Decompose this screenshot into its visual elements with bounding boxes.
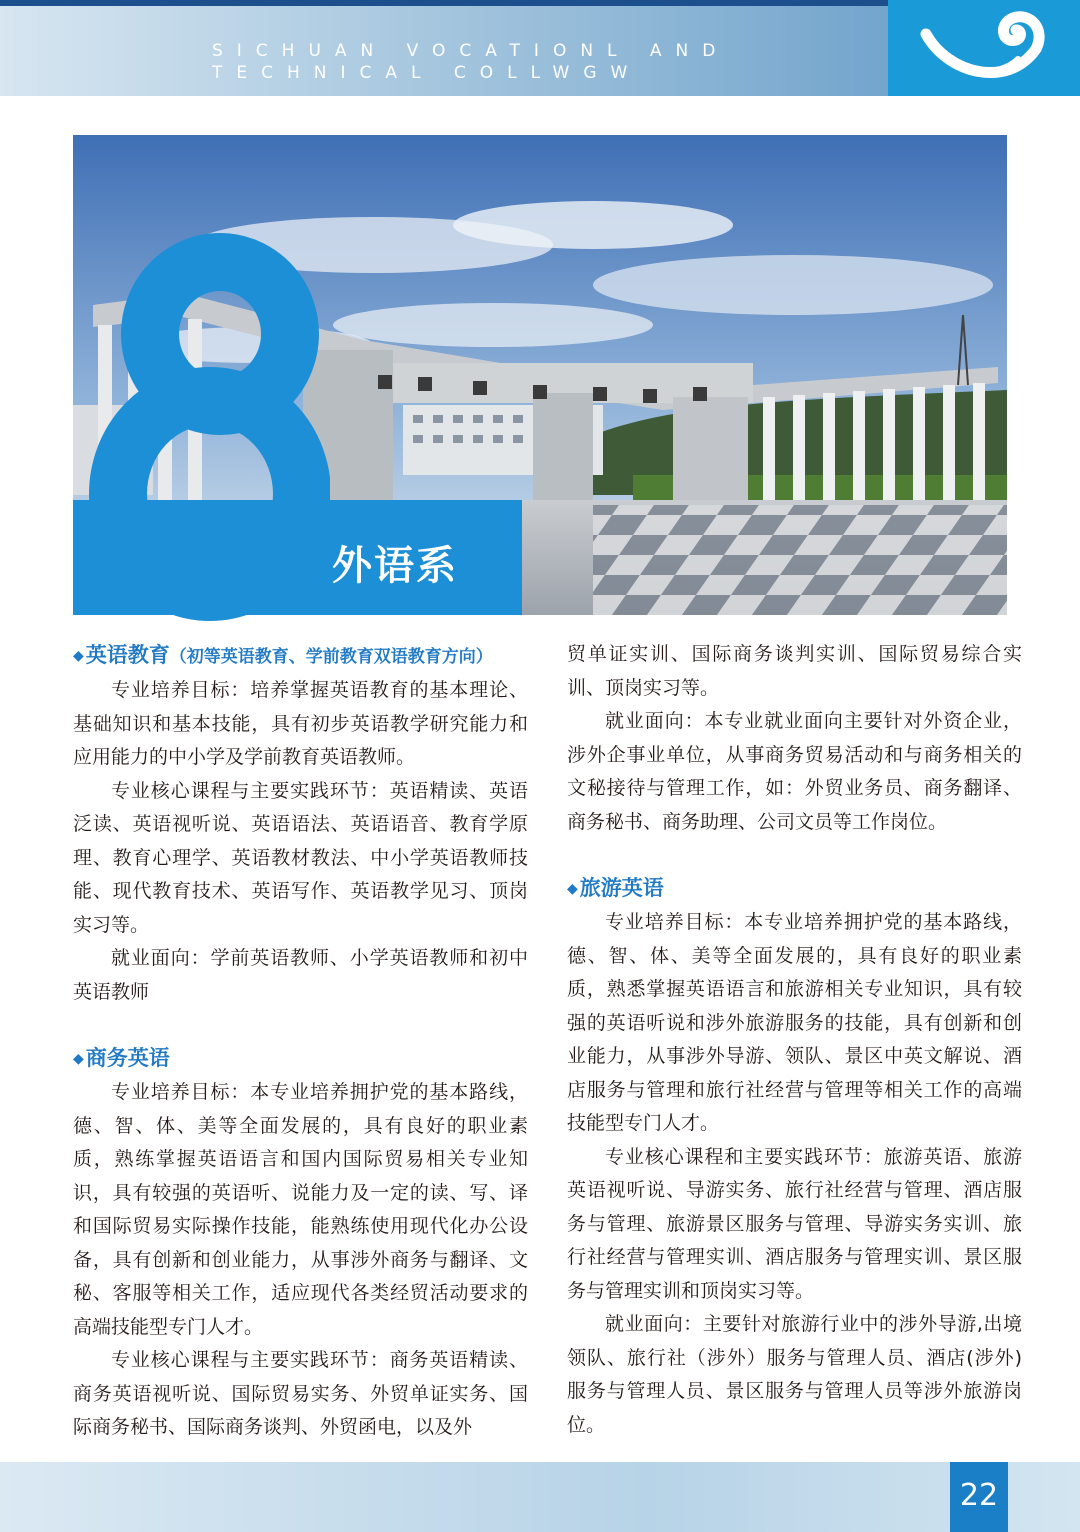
diamond-bullet-icon: ◆ — [73, 648, 84, 664]
college-logo — [888, 0, 1080, 96]
core-courses-continued-paragraph: 贸单证实训、国际商务谈判实训、国际贸易综合实训、顶岗实习等。 — [567, 643, 1022, 699]
core-courses-paragraph: 专业核心课程和主要实践环节：旅游英语、旅游英语视听说、导游实务、旅行社经营与管理、酒店服务与管理、旅游景区服务与管理、导游实务实训、旅行社经营与管理实训、酒店服务与管理实训、景区服务与管理实训和顶岗实习等。 — [567, 1145, 1022, 1302]
training-goal-paragraph: 专业培养目标：本专业培养拥护党的基本路线，德、智、体、美等全面发展的，具有良好的职业素质，熟悉掌握英语语言和旅游相关专业知识，具有较强的英语听说和涉外旅游服务的技能，具有创新和创业能力，从事涉外导游、领队、景区中英文解说、酒店服务与管理和旅行社经营与管理等相关工作的高端技能型专门人才。 — [567, 911, 1022, 1134]
training-goal-paragraph: 专业培养目标：培养掌握英语教育的基本理论、基础知识和基本技能，具有初步英语教学研究能力和应用能力的中小学及学前教育英语教师。 — [73, 679, 528, 768]
section-subtitle: （初等英语教育、学前教育双语教育方向） — [169, 647, 493, 667]
college-name-english: SICHUAN VOCATIONL AND TECHNICAL COLLWGW — [212, 41, 730, 83]
section-title: 商务英语 — [85, 1046, 170, 1070]
section-title: 旅游英语 — [579, 876, 664, 900]
core-courses-paragraph: 专业核心课程与主要实践环节：英语精读、英语泛读、英语视听说、英语语法、英语语音、教育学原理、教育心理学、英语教材教法、中小学英语教师技能、现代教育技术、英语写作、英语教学见习、顶岗实习等。 — [73, 779, 528, 936]
left-column — [73, 638, 528, 1445]
diamond-bullet-icon: ◆ — [73, 1051, 84, 1067]
department-number: 8 — [70, 232, 71, 233]
swirl-logo-icon — [918, 4, 1048, 94]
footer-band — [0, 1462, 1080, 1532]
department-title: 外语系 — [332, 543, 458, 589]
page-number: 22 — [959, 1478, 999, 1513]
section-title: 英语教育 — [85, 643, 170, 667]
right-column — [567, 638, 1022, 1442]
employment-paragraph: 就业面向：本专业就业面向主要针对外资企业，涉外企事业单位，从事商务贸易活动和与商务相关的文秘接待与管理工作，如：外贸业务员、商务翻译、商务秘书、商务助理、公司文员等工作岗位。 — [567, 710, 1022, 833]
core-courses-paragraph: 专业核心课程与主要实践环节：商务英语精读、商务英语视听说、国际贸易实务、外贸单证实务、国际商务秘书、国际商务谈判、外贸函电，以及外 — [73, 1349, 528, 1438]
section-heading-business-english — [73, 1041, 528, 1076]
section-heading-tourism-english — [567, 871, 1022, 906]
employment-paragraph: 就业面向：主要针对旅游行业中的涉外导游,出境领队、旅行社（涉外）服务与管理人员、酒店(涉外) 服务与管理人员、景区服务与管理人员等涉外旅游岗位。 — [567, 1313, 1022, 1436]
training-goal-paragraph: 专业培养目标：本专业培养拥护党的基本路线，德、智、体、美等全面发展的，具有良好的职业素质，熟练掌握英语语言和国内国际贸易相关专业知识，具有较强的英语听、说能力及一定的读、写、译和国际贸易实际操作技能，能熟练使用现代化办公设备，具有创新和创业能力，从事涉外商务与翻译、文秘、客服等相关工作，适应现代各类经贸活动要求的高端技能型专门人才。 — [73, 1081, 528, 1338]
employment-paragraph: 就业面向：学前英语教师、小学英语教师和初中英语教师 — [73, 947, 528, 1003]
section-heading-english-education — [73, 638, 528, 674]
diamond-bullet-icon: ◆ — [567, 881, 578, 897]
